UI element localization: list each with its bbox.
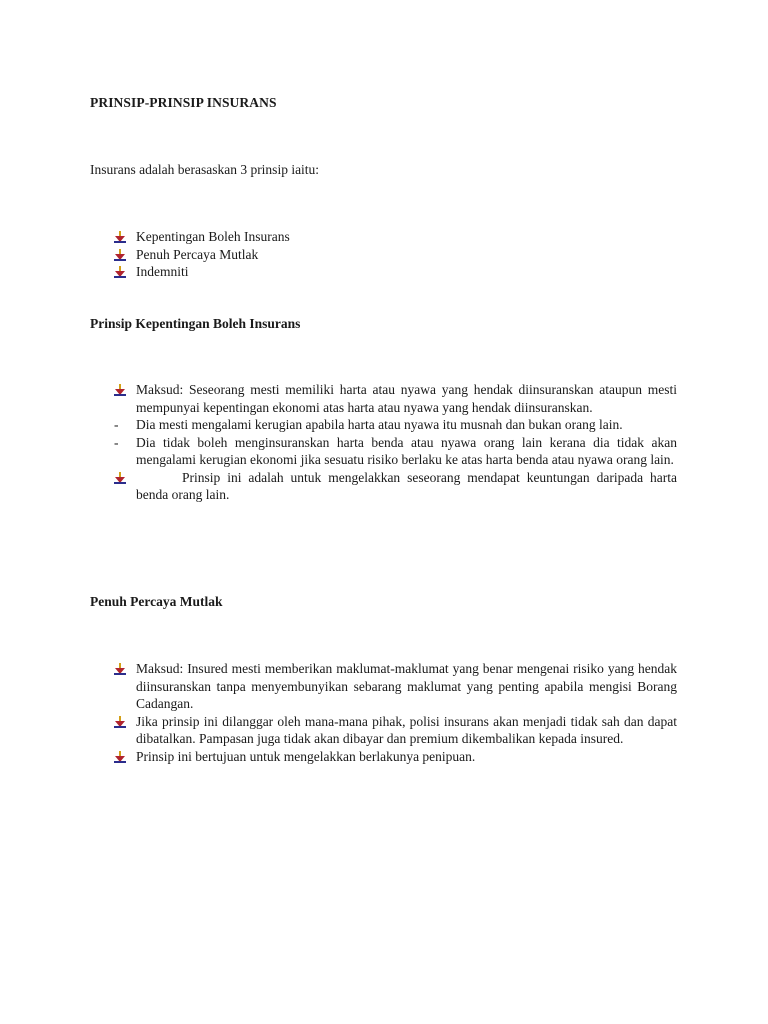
list-item [112, 416, 677, 434]
principles-list [112, 228, 677, 281]
item-text: Maksud: Seseorang mesti memiliki harta atau nyawa yang hendak diinsuranskan ataupun mesti mempunyai kepentingan ekonomi atas harta atau nyawa yang hendak diinsuranskan. [136, 382, 677, 415]
list-item [112, 713, 677, 748]
intro-text: Insurans adalah berasaskan 3 prinsip iaitu: [90, 162, 320, 177]
list-item [112, 263, 677, 281]
list-item [112, 381, 677, 416]
arrow-bullet-icon [112, 469, 136, 487]
list-item [112, 434, 677, 469]
list-item [112, 228, 677, 246]
list-item [112, 246, 677, 264]
section1-list [112, 381, 677, 504]
section-heading-kepentingan: Prinsip Kepentingan Boleh Insurans [90, 316, 301, 331]
section2-list [112, 660, 677, 765]
section-heading-penuh-percaya: Penuh Percaya Mutlak [90, 594, 223, 609]
principle-label: Indemniti [136, 264, 189, 279]
document-title: PRINSIP-PRINSIP INSURANS [90, 95, 277, 110]
dash-marker: - [114, 417, 119, 432]
arrow-bullet-icon [112, 748, 136, 766]
item-text: Prinsip ini adalah untuk mengelakkan seseorang mendapat keuntungan daripada harta benda orang lain. [136, 469, 677, 502]
dash-marker: - [114, 434, 119, 450]
item-text: Prinsip ini bertujuan untuk mengelakkan berlakunya penipuan. [136, 748, 476, 764]
item-text: Dia tidak boleh menginsuranskan harta benda atau nyawa orang lain kerana dia tidak akan mengalami kerugian ekonomi jika sesuatu risiko berlaku ke atas harta benda atau nyawa orang lain. [136, 434, 677, 467]
arrow-bullet-icon [112, 228, 136, 246]
list-item [112, 748, 677, 766]
principle-label: Kepentingan Boleh Insurans [136, 229, 290, 244]
list-item [112, 660, 677, 713]
principle-label: Penuh Percaya Mutlak [136, 246, 259, 262]
list-item [112, 469, 677, 504]
arrow-bullet-icon [112, 263, 136, 281]
arrow-bullet-icon [112, 381, 136, 399]
arrow-bullet-icon [112, 713, 136, 731]
arrow-bullet-icon [112, 660, 136, 678]
item-text: Maksud: Insured mesti memberikan maklumat-maklumat yang benar mengenai risiko yang hendak diinsuranskan tanpa menyembunyikan sebarang maklumat yang penting apabila mengisi Borang Cadangan. [136, 661, 677, 711]
item-text: Dia mesti mengalami kerugian apabila harta atau nyawa itu musnah dan bukan orang lain. [136, 417, 623, 432]
arrow-bullet-icon [112, 246, 136, 264]
item-text: Jika prinsip ini dilanggar oleh mana-mana pihak, polisi insurans akan menjadi tidak sah dan dapat dibatalkan. Pampasan juga tidak akan dibayar dan premium dikembalikan kepada insured. [136, 713, 677, 746]
